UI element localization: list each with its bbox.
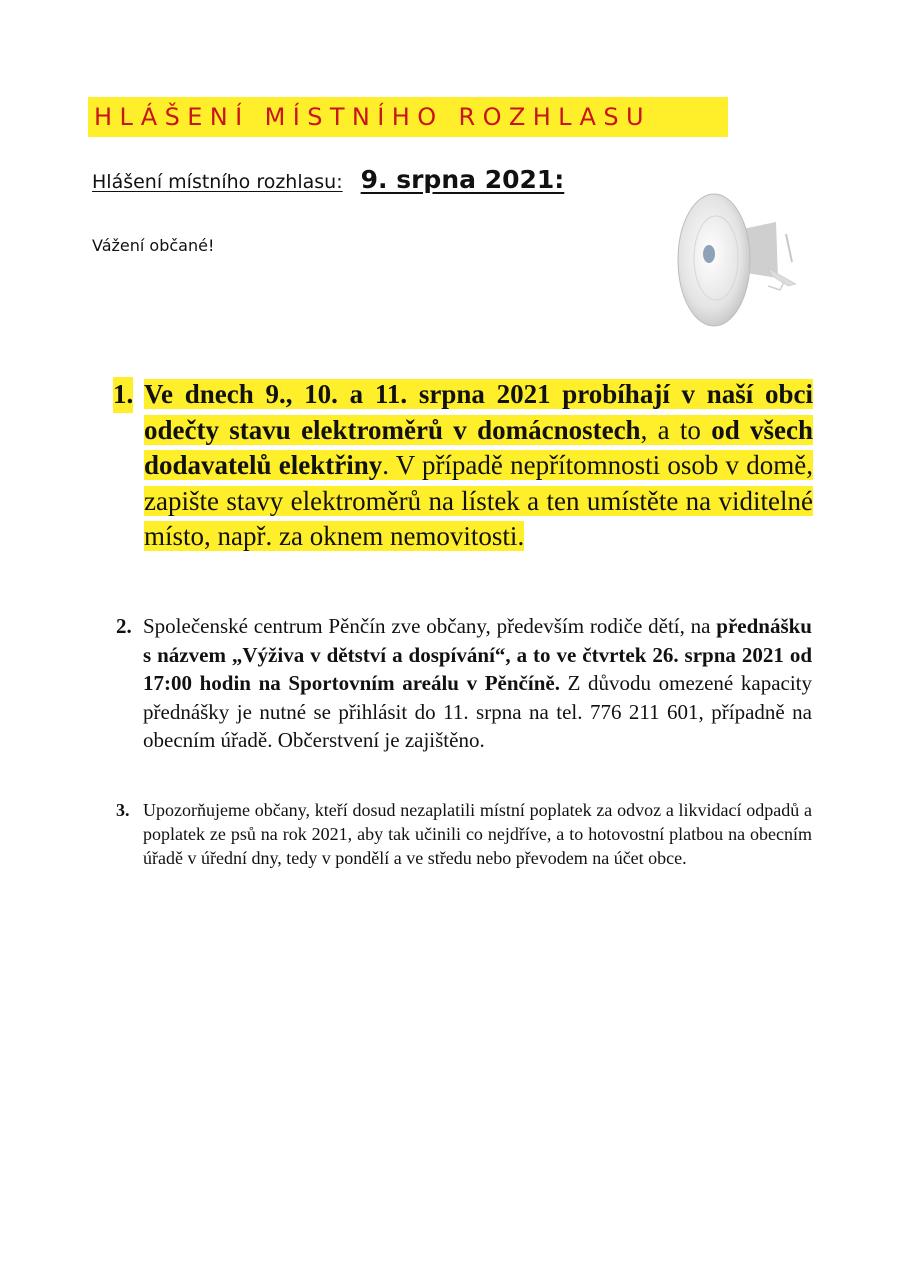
- announcement-item-1: [113, 377, 813, 555]
- item-text: Upozorňujeme občany, kteří dosud nezaplatili místní poplatek za odvoz a likvidací odpadů a poplatek ze psů na rok 2021, aby tak učinili co nejdříve, a to hotovostní platbou na obecním úřadě v úřední dny, tedy v pondělí a ve středu nebo převodem na účet obce.: [143, 800, 812, 868]
- loudspeaker-icon: [668, 182, 808, 342]
- item-number: 2.: [116, 614, 132, 638]
- announcement-item-2: [116, 612, 812, 755]
- greeting: Vážení občané!: [92, 236, 215, 255]
- item-text: Společenské centrum Pěnčín zve občany, především rodiče dětí, na přednášku s názvem „Výživa v dětství a dospívání“, a to ve čtvrtek 26. srpna 2021 od 17:00 hodin na Sportovním areálu v Pěnčíně. Z důvodu omezené kapacity přednášky je nutné se přihlásit do 11. srpna na tel. 776 211 601, případně na obecním úřadě. Občerstvení je zajištěno.: [143, 614, 813, 752]
- page-title: HLÁŠENÍ MÍSTNÍHO ROZHLASU: [88, 97, 728, 137]
- item-text: Ve dnech 9., 10. a 11. srpna 2021 probíhají v naší obci odečty stavu elektroměrů v domácnostech, a to od všech dodavatelů elektřiny. V případě nepřítomnosti osob v domě, zapište stavy elektroměrů na lístek a ten umístěte na viditelné místo, např. za oknem nemovitosti.: [144, 379, 813, 551]
- announcement-date: 9. srpna 2021:: [360, 165, 565, 194]
- item-number: 3.: [116, 800, 130, 820]
- date-label: Hlášení místního rozhlasu:: [92, 171, 343, 193]
- item-number: 1.: [113, 377, 133, 413]
- announcement-item-3: [116, 798, 812, 870]
- date-line: [92, 165, 564, 194]
